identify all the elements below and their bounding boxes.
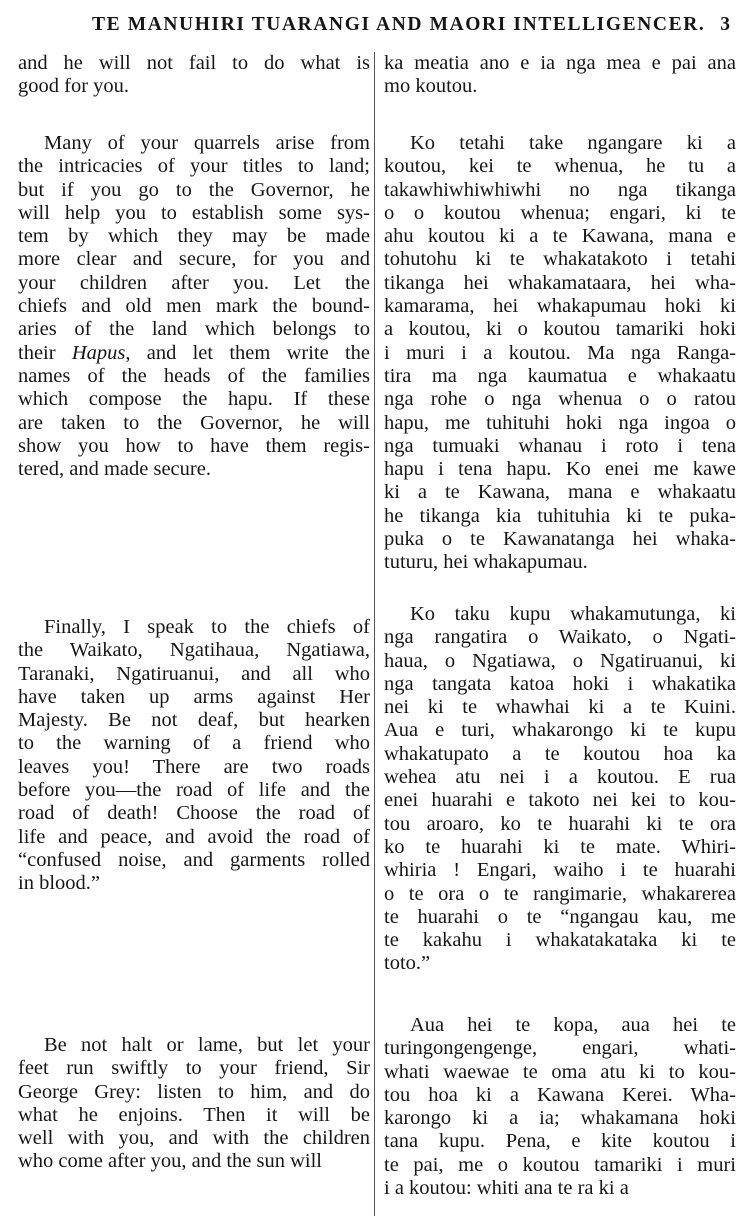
newspaper-title: TE MANUHIRI TUARANGI AND MAORI INTELLIGENCER. [92,14,706,35]
text-line: i a koutou: whiti ana te ra ki a [384,1177,629,1200]
text-line: before you—the road of life and the [18,779,370,802]
text-line: their Hapus, and let them write the [18,341,370,364]
text-line: tikanga hei whakamataara, hei wha- [384,271,736,294]
text-line: tered, and made secure. [18,458,211,481]
text-line: Majesty. Be not deaf, but hearken [18,709,370,732]
text-line: o o koutou whenua; engari, ki te [384,201,736,224]
text-line: i muri i a koutou. Ma nga Ranga- [384,341,736,364]
text-line: puka o te Kawanatanga hei whaka- [384,528,736,551]
maori-paragraph-3 [384,603,736,976]
text-line: tana kupu. Pena, e kite koutou i [384,1130,736,1153]
text-line: tuturu, hei whakapumau. [384,551,588,574]
text-line: feet run swiftly to your friend, Sir [18,1057,370,1080]
text-line: nga tangata katoa hoki i whakatika [384,672,736,695]
text-line: Taranaki, Ngatiruanui, and all who [18,662,370,685]
text-line: which compose the hapu. If these [18,388,370,411]
text-line: have taken up arms against Her [18,685,370,708]
text-line: hapu, me tuhituhi hoki nga ingoa o [384,411,736,434]
text-line: a koutou, ki o koutou tamariki hoki [384,318,736,341]
text-line: well with you, and with the children [18,1127,370,1150]
text-line: toto.” [384,952,431,975]
page-header [0,14,746,44]
text-line: life and peace, and avoid the road of [18,825,370,848]
maori-paragraph-4 [384,1014,736,1200]
text-line: wehea atu nei i a koutou. E rua [384,766,736,789]
text-line: nga rangatira o Waikato, o Ngati- [384,626,736,649]
text-line: nei ki te whawhai ki a te Kuini. [384,696,736,719]
text-line: tohutohu ki te whakatakoto i tetahi [384,248,736,271]
text-line: in blood.” [18,872,100,895]
text-line: your children after you. Let the [18,271,370,294]
text-line: road of death! Choose the road of [18,802,370,825]
text-line: Be not halt or lame, but let your [44,1034,370,1056]
text-line: “confused noise, and garments rolled [18,848,370,871]
english-paragraph-1 [18,52,370,99]
text-line: Aua e turi, whakarongo ki te kupu [384,719,736,742]
text-line: the intricacies of your titles to land; [18,155,370,178]
text-line: te huarahi o te “ngangau kau, me [384,905,736,928]
text-line: turingongengenge, engari, whati- [384,1037,736,1060]
text-line: te pai, me o koutou tamariki i muri [384,1153,736,1176]
text-line: what he enjoins. Then it will be [18,1103,370,1126]
text-line: haua, o Ngatiawa, o Ngatiruanui, ki [384,649,736,672]
text-line: aries of the land which belongs to [18,318,370,341]
text-line: nga rohe o nga whenua o o ratou [384,388,736,411]
text-line: kamarama, hei whakapumau hoki ki [384,295,736,318]
english-paragraph-4 [18,1034,370,1174]
text-line: more clear and secure, for you and [18,248,370,271]
text-line: whiria ! Engari, waiho i te huarahi [384,859,736,882]
text-line: the Waikato, Ngatihaua, Ngatiawa, [18,639,370,662]
text-line: Many of your quarrels arise from [44,132,370,154]
text-line: ki a te Kawana, mana e whakaatu [384,481,736,504]
text-line: nga tumuaki whanau i roto i tena [384,434,736,457]
text-line: koutou, kei te whenua, he tu a [384,155,736,178]
text-line: tem by which they may be made [18,225,370,248]
text-line: chiefs and old men mark the bound- [18,295,370,318]
text-line: hapu i tena hapu. Ko enei me kawe [384,458,736,481]
text-line: mo koutou. [384,75,478,98]
text-line: karongo ki a ia; whakamana hoki [384,1107,736,1130]
text-line: takawhiwhiwhiwhi no nga tikanga [384,178,736,201]
text-line: te kakahu i whakatakataka ki te [384,929,736,952]
text-line: names of the heads of the families [18,364,370,387]
text-line: whakatupato a te koutou hoa ka [384,742,736,765]
text-line: Aua hei te kopa, aua hei te [410,1014,736,1036]
text-line: George Grey: listen to him, and do [18,1080,370,1103]
text-line: will help you to establish some sys- [18,201,370,224]
text-line: Finally, I speak to the chiefs of [44,616,370,638]
text-line: and he will not fail to do what is [18,52,370,74]
text-line: Ko taku kupu whakamutunga, ki [410,603,736,625]
text-line: enei huarahi e takoto nei kei to kou- [384,789,736,812]
english-paragraph-2 [18,132,370,481]
text-line: ko te huarahi ki te mate. Whiri- [384,835,736,858]
text-line: Ko tetahi take ngangare ki a [410,132,736,154]
text-line: tou hoa ki a Kawana Kerei. Wha- [384,1083,736,1106]
page-number: 3 [720,14,730,35]
text-line: leaves you! There are two roads [18,755,370,778]
text-line: ahu koutou ki a te Kawana, mana e [384,225,736,248]
maori-paragraph-1 [384,52,736,99]
text-line: o te ora o te rangimarie, whakarerea [384,882,736,905]
text-line: ka meatia ano e ia nga mea e pai ana [384,52,736,74]
text-line: are taken to the Governor, he will [18,411,370,434]
maori-paragraph-2 [384,132,736,575]
text-line: whati waewae te oma atu ki to kou- [384,1060,736,1083]
text-line: good for you. [18,75,130,98]
text-line: to the warning of a friend who [18,732,370,755]
text-line: tira ma nga kaumatua e whakaatu [384,364,736,387]
text-line: he tikanga kia tuhituhia ki te puka- [384,504,736,527]
column-divider [374,52,375,1216]
english-paragraph-3 [18,616,370,896]
text-line: show you how to have them regis- [18,434,370,457]
text-line: but if you go to the Governor, he [18,178,370,201]
text-line: who come after you, and the sun will [18,1150,323,1173]
text-line: tou aroaro, ko te huarahi ki te ora [384,812,736,835]
